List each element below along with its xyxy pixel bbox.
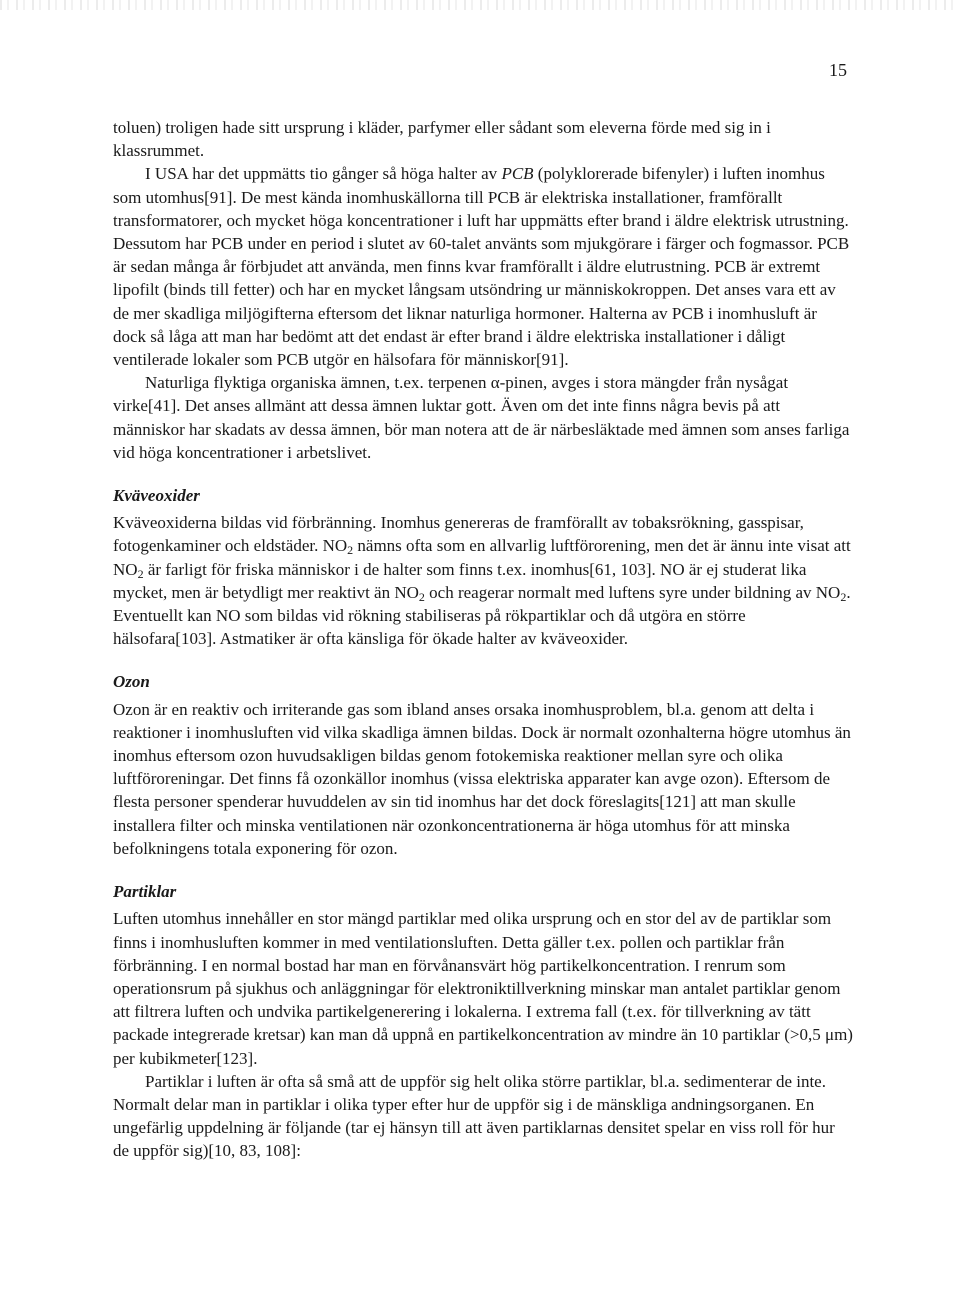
section-heading-ozon: Ozon	[113, 672, 150, 692]
partiklar-paragraph-1: Luften utomhus innehåller en stor mängd partiklar med olika ursprung och en stor del av de partiklar som finns i inomhusluften kommer in med ventilationsluften. Detta gäller t.ex. pollen och partiklar från förbränning. I en normal bostad har man en förvånansvärt hög partikelkoncentration. I renrum som operationsrum på sjukhus och anläggningar för elektroniktillverkning minskar man antalet partiklar genom att filtrera luften och undvika partikelgenerering i lokalerna. I extrema fall (t.ex. för tillverkning av tätt packade integrerade kretsar) kan man då uppnå en partikelkoncentration av mindre än 10 partiklar (>0,5 μm) per kubikmeter[123].	[113, 909, 853, 1068]
kvaveoxider-text-4: och reagerar normalt med luftens syre under bildning av NO	[424, 582, 841, 602]
subscript: 2	[347, 543, 354, 558]
pcb-text-a: I USA har det uppmätts tio gånger så höga halter av	[145, 164, 502, 184]
partiklar-paragraph-2: Partiklar i luften är ofta så små att de uppför sig helt olika större partiklar, bl.a. sedimenterar de inte. Normalt delar man in partiklar i olika typer efter hur de uppför sig i de mänskliga andningsorganen. En ungefärlig uppdelning är följande (tar ej hänsyn till att även partiklarnas densitet spelar en viss roll för hur de uppför sig)[10, 83, 108]:	[113, 1071, 835, 1161]
kvaveoxider-text-3: är farligt för friska människor i de halter som finns t.ex. inomhus[61, 103]. NO är ej studerat lika mycket, men är betydligt mer reaktivt än NO	[113, 559, 807, 602]
section-heading-kvaveoxider: Kväveoxider	[113, 486, 200, 506]
section-heading-partiklar: Partiklar	[113, 882, 177, 902]
subscript: 2	[840, 589, 847, 604]
kvaveoxider-text-1: Kväveoxiderna bildas vid förbränning. Inomhus genereras de framförallt av tobaksrökning, gasspisar, fotogenkaminer och eldstäder. NO	[113, 513, 804, 556]
kvaveoxider-text-5: . Eventuellt kan NO som bildas vid rökning stabiliseras på rökpartiklar och då utgöra en större hälsofara[103]. Astmatiker är ofta känsliga för ökade halter av kväveoxider.	[113, 582, 851, 649]
intro-paragraph-3: Naturliga flyktiga organiska ämnen, t.ex. terpenen α-pinen, avges i stora mängder från nysågat virke[41]. Det anses allmänt att dessa ämnen luktar gott. Även om det inte finns några bevis på att människor har skadats av dessa ämnen, bör man notera att de är närbesläktade med ämnen som anses farliga vid höga koncentrationer i arbetslivet.	[113, 373, 850, 462]
page-number: 15	[829, 60, 847, 80]
subscript: 2	[418, 589, 425, 604]
intro-paragraph-2	[113, 162, 853, 371]
document-body	[113, 116, 853, 1163]
kvaveoxider-text-2: nämns ofta som en allvarlig luftförorening, men det är ännu inte visat att NO	[113, 536, 851, 579]
pcb-italic: PCB	[501, 164, 534, 184]
pcb-text-b: (polyklorerade bifenyler) i luften inomhus som utomhus[91]. De mest kända inomhuskällorna till PCB är elektriska installationer, framförallt transformatorer, och mycket höga koncentrationer i luft har uppmätts efter brand i äldre elektrisk utrustning. Dessutom har PCB under en period i slutet av 60-talet använts som mjukgörare i färger och fogmassor. PCB är sedan många år förbjudet att använda, men finns kvar framförallt i äldre elutrustning. PCB är extremt lipofilt (binds till fetter) och har en mycket långsam utsöndring ur människokroppen. Det anses vara ett av de mer skadliga miljögifterna eftersom det liknar naturliga hormoner. Halterna av PCB i inomhusluft är dock så låga att man har bedömt att det endast är efter brand i äldre elektriska installationer i dåligt ventilerade lokaler som PCB utgör en hälsofara för människor[91].	[113, 164, 850, 370]
scan-edge-noise	[0, 0, 960, 10]
intro-paragraph-1: toluen) troligen hade sitt ursprung i kläder, parfymer eller sådant som eleverna förde med sig in i klassrummet.	[113, 118, 771, 161]
kvaveoxider-paragraph	[113, 511, 853, 650]
subscript: 2	[137, 566, 144, 581]
ozon-paragraph: Ozon är en reaktiv och irriterande gas som ibland anses orsaka inomhusproblem, bl.a. genom att delta i reaktioner i inomhusluften vid vilka skadliga ämnen bildas. Dock är normalt ozonhalterna högre utomhus än inomhus eftersom ozon huvudsakligen bildas genom fotokemiska reaktioner mellan syre och olika luftföroreningar. Det finns få ozonkällor inomhus (vissa elektriska apparater kan avge ozon). Eftersom de flesta personer spenderar huvuddelen av sin tid inomhus har det dock föreslagits[121] att man skulle installera filter och minska ventilationen när ozonkoncentrationerna är höga utomhus för att minska befolkningens totala exponering för ozon.	[113, 699, 851, 858]
